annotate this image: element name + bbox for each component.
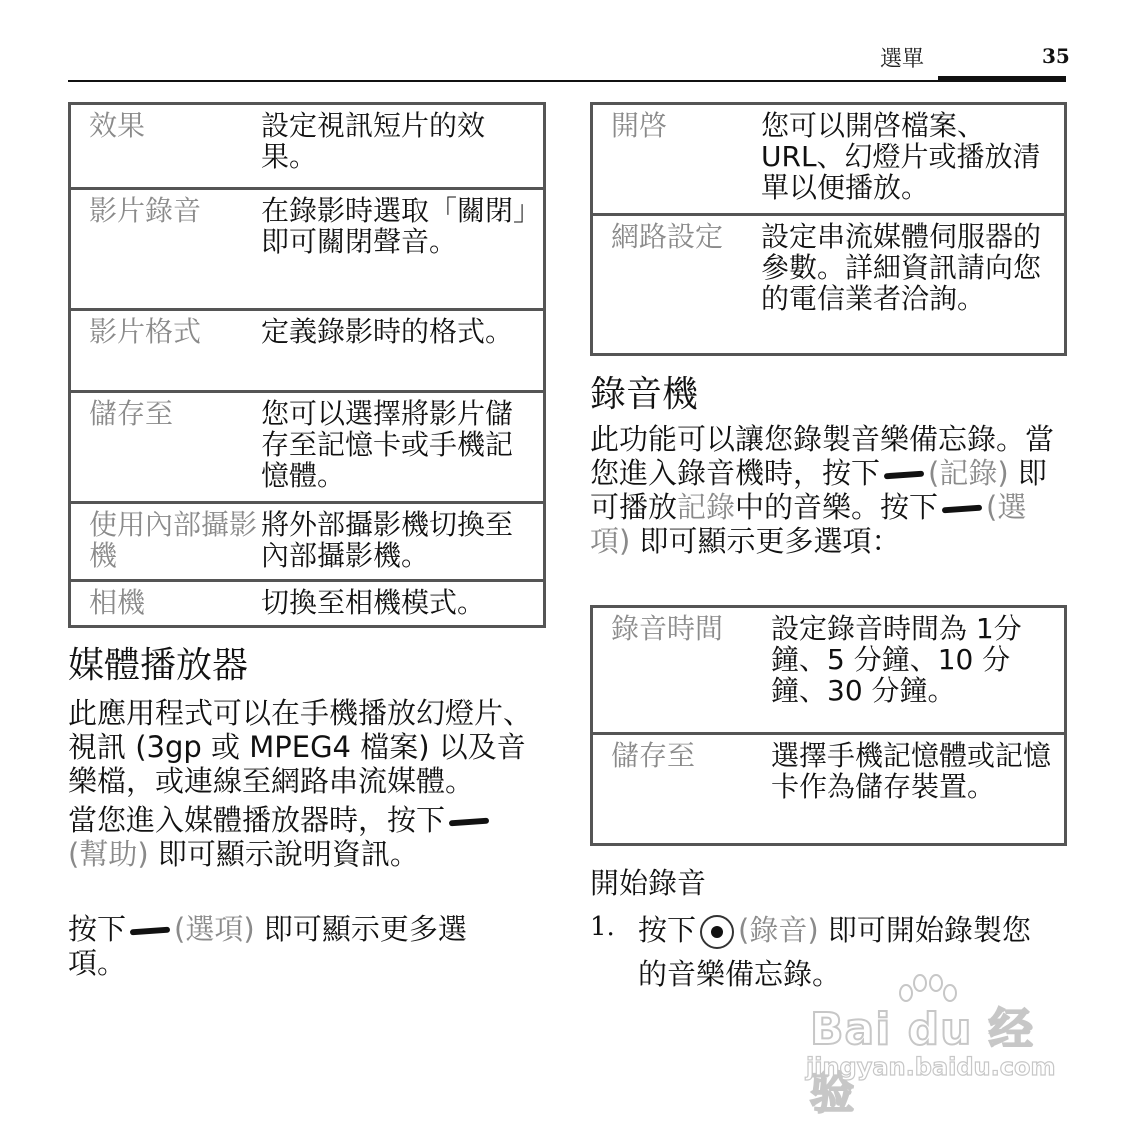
option-name: 開啓 bbox=[611, 109, 668, 142]
option-description: 您可以開啓檔案、URL、幻燈片或播放清單以便播放。 bbox=[761, 109, 1041, 204]
media-player-options-table bbox=[590, 102, 1067, 356]
table-row bbox=[593, 105, 1064, 213]
option-name: 影片錄音 bbox=[89, 194, 202, 227]
watermark-url: jingyan.baidu.com bbox=[806, 1053, 1056, 1081]
option-name: 錄音時間 bbox=[611, 612, 724, 645]
option-name: 效果 bbox=[89, 109, 146, 142]
right-softkey-icon bbox=[130, 927, 170, 936]
recorder-intro: 此功能可以讓您錄製音樂備忘錄。當您進入錄音機時，按下 (記錄) 即可播放記錄中的音樂。按下 (選項) 即可顯示更多選項： bbox=[590, 422, 1055, 558]
option-description: 定義錄影時的格式。 bbox=[261, 315, 514, 348]
table-row bbox=[71, 308, 543, 390]
option-description: 將外部攝影機切換至內部攝影機。 bbox=[261, 508, 514, 572]
options-softkey-label: (選項) bbox=[590, 490, 1027, 558]
option-name: 影片格式 bbox=[89, 315, 202, 348]
option-description: 設定視訊短片的效果。 bbox=[261, 109, 486, 173]
table-row bbox=[71, 105, 543, 187]
running-header-section: 選單 bbox=[880, 47, 925, 72]
media-player-help-paragraph: 當您進入媒體播放器時，按下(幫助) 即可顯示說明資訊。 bbox=[68, 803, 518, 871]
option-name: 相機 bbox=[89, 586, 146, 619]
media-player-heading: 媒體播放器 bbox=[68, 645, 249, 686]
option-description: 切換至相機模式。 bbox=[261, 586, 486, 619]
option-description: 設定錄音時間為 1分鐘、5 分鐘、10 分鐘、30 分鐘。 bbox=[771, 612, 1022, 707]
option-description: 選擇手機記憶體或記憶卡作為儲存裝置。 bbox=[771, 739, 1052, 803]
table-row bbox=[593, 213, 1064, 353]
option-description: 在錄影時選取「關閉」即可關閉聲音。 bbox=[261, 194, 528, 258]
right-softkey-icon bbox=[942, 505, 982, 514]
table-row bbox=[593, 608, 1064, 732]
record-softkey-label: (記錄) bbox=[928, 456, 1009, 490]
page-number: 35 bbox=[1042, 44, 1070, 68]
recorder-heading: 錄音機 bbox=[590, 374, 699, 415]
left-softkey-icon bbox=[449, 818, 489, 827]
option-description: 設定串流媒體伺服器的參數。詳細資訊請向您的電信業者洽詢。 bbox=[761, 220, 1042, 315]
option-description: 您可以選擇將影片儲存至記憶卡或手機記憶體。 bbox=[261, 397, 514, 492]
options-softkey-label: (選項) bbox=[174, 912, 255, 946]
left-softkey-icon bbox=[884, 471, 924, 480]
header-rule bbox=[68, 80, 1066, 82]
recorder-options-table bbox=[590, 605, 1067, 846]
table-row bbox=[71, 187, 543, 308]
table-row bbox=[593, 732, 1064, 843]
media-player-intro: 此應用程式可以在手機播放幻燈片、視訊 (3gp 或 MPEG4 檔案) 以及音樂檔，或連線至網路串流媒體。 bbox=[68, 696, 533, 798]
start-recording-heading: 開始錄音 bbox=[590, 866, 707, 900]
table-row bbox=[71, 501, 543, 579]
table-row bbox=[71, 579, 543, 625]
help-softkey-label: (幫助) bbox=[68, 837, 149, 871]
table-row bbox=[71, 390, 543, 501]
record-button-icon bbox=[700, 915, 734, 949]
record-list-label: 記錄 bbox=[677, 490, 736, 524]
option-name: 儲存至 bbox=[89, 397, 174, 430]
camcorder-options-table bbox=[68, 102, 546, 628]
option-name: 使用內部攝影機 bbox=[89, 508, 258, 572]
header-tab-bar bbox=[938, 76, 1066, 81]
media-player-options-paragraph: 按下 (選項) 即可顯示更多選項。 bbox=[68, 912, 467, 980]
step-number: 1. bbox=[590, 912, 615, 942]
baidu-jingyan-watermark bbox=[800, 975, 1065, 1119]
step-text: 按下 (錄音) 即可開始錄製您的音樂備忘錄。 bbox=[638, 913, 1031, 991]
option-name: 網路設定 bbox=[611, 220, 724, 253]
option-name: 儲存至 bbox=[611, 739, 696, 772]
record-key-label: (錄音) bbox=[738, 913, 819, 947]
watermark-logo: Bai du 经验 bbox=[810, 1004, 1034, 1119]
